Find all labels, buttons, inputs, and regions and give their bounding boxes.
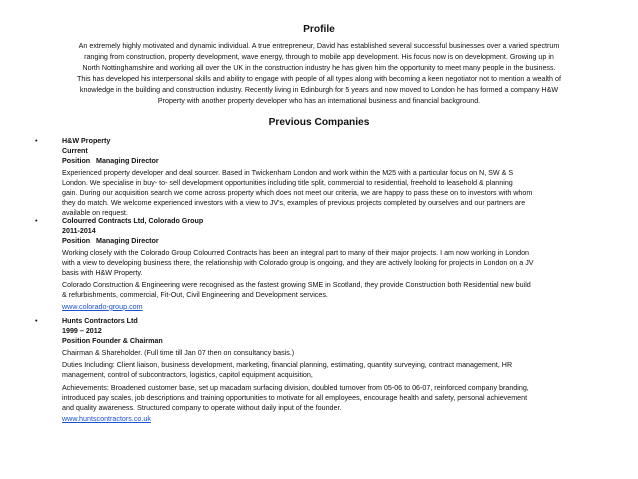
bullet-icon: • bbox=[35, 316, 38, 325]
company-details bbox=[62, 136, 622, 218]
profile-line: North Nottinghamshire and working all over the UK in the construction industry he has given him the opportunity to meet many people in the business. bbox=[82, 63, 556, 72]
description-line: basis with H&W Property. bbox=[62, 269, 143, 277]
position-row bbox=[62, 156, 622, 166]
position-label: Position bbox=[62, 237, 91, 245]
previous-companies-heading: Previous Companies bbox=[268, 117, 370, 128]
profile-line: This has developed his interpersonal skills and ability to engage with people of all types along with becoming a keen negotiator not to mention a wealth of bbox=[77, 74, 561, 83]
position-label: Position Founder & Chairman bbox=[62, 337, 163, 345]
profile-line: knowledge in the building and construction industry. Recently living in Edinburgh for 5 years and now moved to London he has formed a company H&W bbox=[79, 85, 559, 94]
profile-line: ranging from construction, property development, wave energy, through to mobile app development. His focus now is on development. Growing up in bbox=[84, 52, 554, 61]
company-dates: 1999 – 2012 bbox=[62, 327, 102, 335]
company-name: Hunts Contractors Ltd bbox=[62, 317, 138, 325]
company-description bbox=[62, 383, 622, 413]
bullet-icon: • bbox=[35, 136, 38, 145]
description-line: Colorado Construction & Engineering were recognised as the fastest growing SME in Scotland, they provide Construction both Residential new build bbox=[62, 281, 531, 290]
description-line: & refurbishments, commercial, Fit-Out, Civil Engineering and Development services. bbox=[62, 291, 328, 300]
description-line: Achievements: Broadened customer base, set up macadam surfacing division, doubled turnover from 05-06 to 06-07, reinforced company branding, bbox=[62, 383, 529, 392]
description-line: and quality awareness. Structured company to operate without daily input of the founder. bbox=[62, 403, 342, 412]
description-line: Chairman & Shareholder. (Full time till Jan 07 then on consultancy basis.) bbox=[62, 349, 295, 357]
description-line: available on request. bbox=[62, 209, 128, 217]
profile-line: An extremely highly motivated and dynamic individual. A true entrepreneur, David has established several successful businesses over a varied spectrum bbox=[78, 42, 560, 50]
position-row bbox=[62, 236, 622, 246]
description-line: Duties Including: Client liaison, business development, marketing, financial planning, estimating, quantity surveying, contract management, HR bbox=[62, 361, 513, 370]
company-name: Colourred Contracts Ltd, Colorado Group bbox=[62, 217, 204, 225]
company-description bbox=[62, 168, 622, 218]
company-dates: Current bbox=[62, 147, 88, 155]
company-website-link[interactable]: www.huntscontractors.co.uk bbox=[62, 415, 151, 424]
company-details bbox=[62, 316, 622, 424]
description-line: gain. During our acquisition search we come across property which does not meet our criteria, we are happy to pass these on to investors with whom bbox=[62, 189, 533, 197]
position-value: Managing Director bbox=[96, 237, 159, 245]
profile-heading: Profile bbox=[303, 24, 335, 35]
profile-summary bbox=[30, 41, 608, 106]
company-description bbox=[62, 348, 622, 358]
company-website-link[interactable]: www.colorado-group.com bbox=[62, 302, 143, 311]
company-name: H&W Property bbox=[62, 137, 111, 145]
description-line: introduced pay scales, job descriptions and training opportunities to motivate for all employees, encourage health and safety, personal achievement bbox=[62, 393, 528, 402]
company-description bbox=[62, 280, 622, 300]
description-line: Working closely with the Colorado Group Colourred Contracts has been an integral part to many of their major projects. I am now working in London bbox=[62, 249, 530, 257]
profile-line: Property with another property developer who has an international business and financial background. bbox=[157, 96, 481, 105]
position-label: Position bbox=[62, 157, 91, 165]
company-description bbox=[62, 248, 622, 278]
description-line: they do match. We welcome experienced investors with a view to JV's, examples of previous projects completed by ourselves and our partners are bbox=[62, 199, 526, 207]
company-details bbox=[62, 216, 622, 312]
position-row bbox=[62, 336, 622, 346]
company-dates: 2011-2014 bbox=[62, 227, 96, 235]
description-line: Experienced property developer and deal sourcer. Based in Twickenham London and work within the M25 with a particular focus on N, SW & S bbox=[62, 169, 514, 177]
position-value: Managing Director bbox=[96, 157, 159, 165]
description-line: with a view to developing business there, the relationship with Colorado group is ongoing, and they are actively looking for projects in London on a JV bbox=[62, 259, 534, 267]
bullet-icon: • bbox=[35, 216, 38, 225]
company-description bbox=[62, 360, 622, 380]
description-line: London. We specialise in buy- to- sell development opportunities including title split, commercial to residential, freehold to leasehold & planning bbox=[62, 179, 513, 187]
description-line: management, control of subcontractors, logistics, capitol equipment acquisition, bbox=[62, 371, 313, 380]
